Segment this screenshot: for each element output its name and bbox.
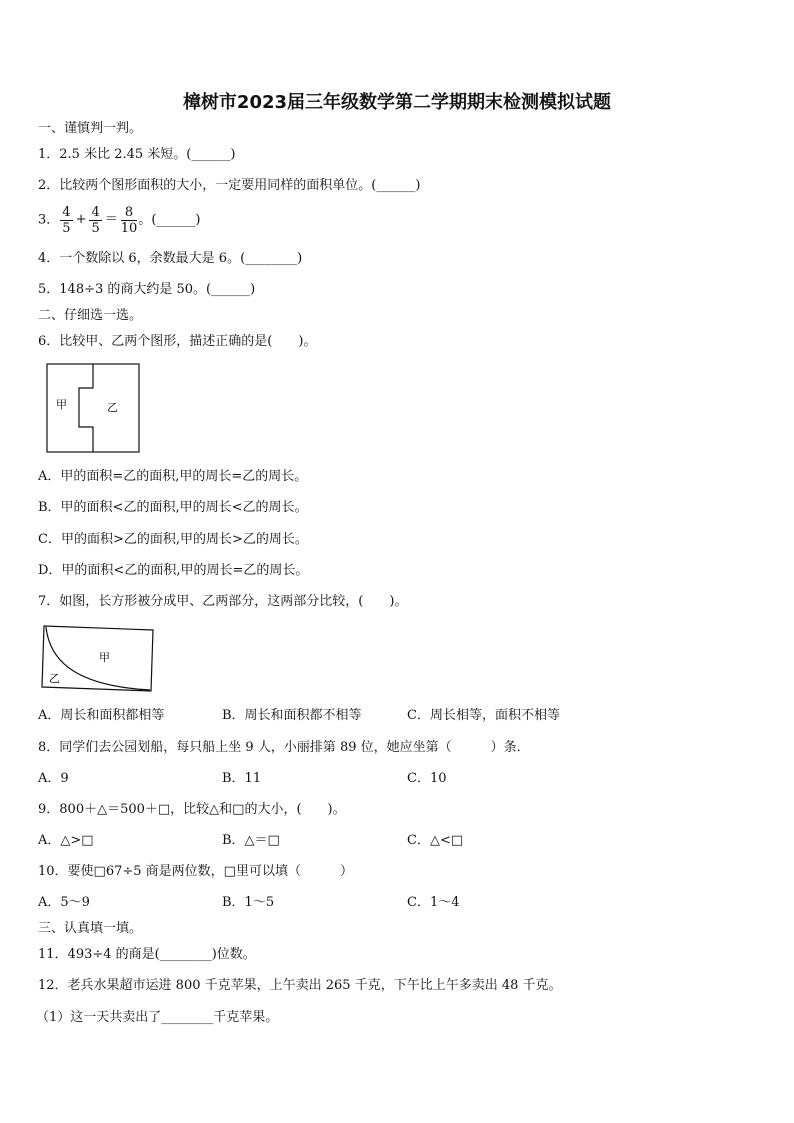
- section-heading-1: 一、谨慎判一判。: [38, 121, 143, 136]
- fraction-3-numerator: 8: [121, 205, 138, 221]
- plus-sign: +: [75, 212, 87, 227]
- fraction-3: [121, 205, 138, 236]
- question-9: 9．800＋△＝500＋□，比较△和□的大小，( )。: [38, 802, 346, 817]
- question-8-option-c: C．10: [407, 771, 447, 786]
- fraction-2: [89, 205, 101, 236]
- question-3: [38, 203, 200, 238]
- question-7-option-b: B．周长和面积都不相等: [222, 708, 362, 723]
- question-10-option-c: C．1～4: [407, 895, 460, 910]
- figure-7-curve: [46, 627, 150, 690]
- question-6-option-d: D．甲的面积<乙的面积,甲的周长=乙的周长。: [38, 563, 309, 578]
- question-9-option-c: C．△<□: [407, 833, 464, 848]
- figure-7-label-bottom: 乙: [49, 672, 60, 685]
- question-10: 10．要使□67÷5 商是两位数，□里可以填（ ）: [38, 864, 353, 879]
- question-8: 8．同学们去公园划船，每只船上坐 9 人，小丽排第 89 位，她应坐第（ ）条．: [38, 740, 530, 755]
- question-6-option-a: A．甲的面积=乙的面积,甲的周长=乙的周长。: [38, 469, 308, 484]
- figure-7: [40, 624, 158, 694]
- question-8-option-b: B．11: [222, 771, 262, 786]
- question-9-option-a: A．△>□: [38, 833, 94, 848]
- fraction-1-denominator: 5: [62, 220, 71, 236]
- figure-6-divider: [79, 364, 93, 452]
- question-7: 7．如图，长方形被分成甲、乙两部分，这两部分比较，( )。: [38, 594, 408, 609]
- question-9-option-b: B．△＝□: [222, 833, 280, 848]
- figure-7-label-top: 甲: [99, 651, 110, 664]
- fraction-1: [60, 205, 72, 236]
- question-6-option-c: C．甲的面积>乙的面积,甲的周长>乙的周长。: [38, 532, 308, 547]
- fraction-1-numerator: 4: [62, 204, 71, 220]
- question-7-option-c: C．周长相等，面积不相等: [407, 708, 560, 723]
- question-10-option-b: B．1～5: [222, 895, 275, 910]
- question-12-part-1: （1）这一天共卖出了________千克苹果。: [36, 1010, 279, 1025]
- section-heading-3: 三、认真填一填。: [38, 921, 143, 936]
- section-heading-2: 二、仔细选一选。: [38, 308, 143, 323]
- figure-6: [46, 363, 141, 455]
- question-5: 5．148÷3 的商大约是 50。(______): [38, 282, 256, 297]
- question-7-option-a: A．周长和面积都相等: [38, 708, 165, 723]
- question-10-option-a: A．5～9: [38, 895, 90, 910]
- figure-6-label-left: 甲: [56, 398, 67, 411]
- question-1: 1．2.5 米比 2.45 米短。(______): [38, 147, 236, 162]
- equals-sign: ＝: [104, 212, 118, 227]
- question-8-option-a: A．9: [38, 771, 69, 786]
- question-4: 4．一个数除以 6，余数最大是 6。(________): [38, 251, 303, 266]
- question-11: 11．493÷4 的商是(________)位数。: [38, 947, 256, 962]
- question-2: 2．比较两个图形面积的大小，一定要用同样的面积单位。(______): [38, 178, 421, 193]
- fraction-3-denominator: 10: [120, 220, 138, 236]
- figure-6-label-right: 乙: [107, 401, 118, 414]
- question-6-option-b: B．甲的面积<乙的面积,甲的周长<乙的周长。: [38, 500, 308, 515]
- fraction-2-denominator: 5: [91, 220, 100, 236]
- fraction-2-numerator: 4: [91, 204, 100, 220]
- question-3-prefix: 3．: [38, 212, 60, 228]
- question-12: 12．老兵水果超市运进 800 千克苹果，上午卖出 265 千克，下午比上午多卖出 48 千克。: [38, 978, 562, 993]
- question-6: 6．比较甲、乙两个图形，描述正确的是( )。: [38, 334, 317, 349]
- question-3-suffix: 。(______): [138, 212, 201, 228]
- page-title: 樟树市2023届三年级数学第二学期期末检测模拟试题: [182, 92, 612, 113]
